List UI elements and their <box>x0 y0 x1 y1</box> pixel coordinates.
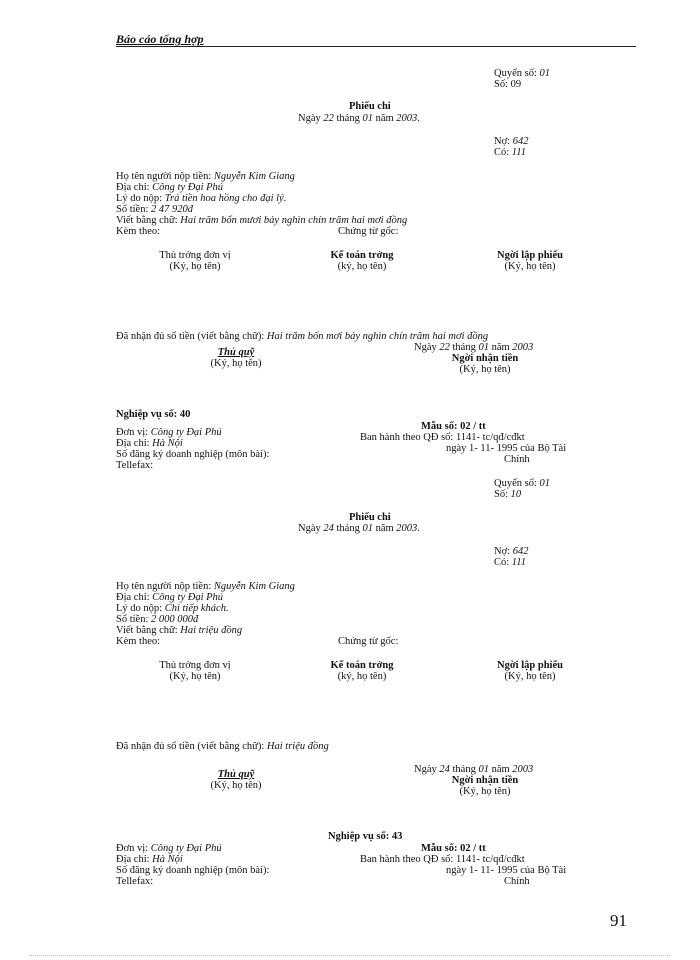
v2-date-line: Ngày 24 tháng 01 năm 2003. <box>298 523 420 534</box>
v1-book-number: Quyển số: 01 <box>494 68 550 79</box>
op40-address: Địa chỉ: Hà Nội <box>116 438 183 449</box>
op40-title: Nghiệp vụ số: 40 <box>116 409 191 420</box>
v1-sig-payee: Ngời nhận tiền (Ký, họ tên) <box>451 353 519 375</box>
v2-reason: Lý do nộp: Chi tiếp khách. <box>116 603 229 614</box>
page-number: 91 <box>610 911 627 930</box>
v1-sig-preparer: Ngời lập phiếu (Ký, họ tên) <box>497 250 563 272</box>
op43-registration: Số đăng ký doanh nghiệp (môn bài): <box>116 865 270 876</box>
v1-payer-name: Họ tên người nộp tiền: Nguyễn Kim Giang <box>116 171 295 182</box>
v1-sig-head: Thủ trởng đơn vị (Ký, họ tên) <box>159 250 231 272</box>
v2-receipt-date: Ngày 24 tháng 01 năm 2003 <box>414 764 534 775</box>
op43-decree-2: ngày 1- 11- 1995 của Bộ Tài <box>446 865 567 876</box>
v1-credit: Có: 111 <box>494 147 526 158</box>
v1-title: Phiếu chi <box>349 101 391 112</box>
op43-form-number: Mẫu số: 02 / tt <box>421 843 486 854</box>
v1-reason: Lý do nộp: Trả tiền hoa hồng cho đại lý. <box>116 193 287 204</box>
op40-decree-1: Ban hành theo QĐ số: 1141- tc/qđ/cđkt <box>360 432 525 443</box>
header-rule <box>116 46 636 47</box>
v2-sig-chief-accountant: Kế toán trởng (ký, họ tên) <box>330 660 394 682</box>
v2-sig-cashier: Thủ quỹ (Ký, họ tên) <box>210 769 262 791</box>
v2-attachment: Kèm theo: <box>116 636 161 647</box>
v1-sig-cashier: Thủ quỹ (Ký, họ tên) <box>210 347 262 369</box>
op40-unit: Đơn vị: Công ty Đại Phú <box>116 427 222 438</box>
v1-voucher-number: Số: 09 <box>494 79 522 90</box>
v2-received-line: Đã nhận đủ số tiền (viết bằng chữ): Hai triệu đồng <box>116 741 329 752</box>
op40-decree-3: Chính <box>504 454 530 465</box>
v2-source-document: Chứng từ gốc: <box>338 636 399 647</box>
v2-sig-head: Thủ trởng đơn vị (Ký, họ tên) <box>159 660 231 682</box>
op43-unit: Đơn vị: Công ty Đại Phú <box>116 843 222 854</box>
op40-fax: Tellefax: <box>116 460 154 471</box>
v1-debit: Nợ: 642 <box>494 136 529 147</box>
op43-title: Nghiệp vụ số: 43 <box>328 831 403 842</box>
v2-sig-payee: Ngời nhận tiền (Ký, họ tên) <box>451 775 519 797</box>
v2-book-number: Quyển số: 01 <box>494 478 550 489</box>
v1-amount: Số tiền: 2 47 920đ <box>116 204 194 215</box>
v2-voucher-number: Số: 10 <box>494 489 522 500</box>
v2-amount-words: Viết bằng chữ: Hai triệu đồng <box>116 625 243 636</box>
report-header-title: Báo cáo tổng hợp <box>116 32 204 46</box>
op40-decree-2: ngày 1- 11- 1995 của Bộ Tài <box>446 443 567 454</box>
v1-sig-chief-accountant: Kế toán trởng (ký, họ tên) <box>330 250 394 272</box>
footer-dotted-rule <box>30 955 670 956</box>
v2-title: Phiếu chi <box>349 512 391 523</box>
v1-amount-words: Viết bằng chữ: Hai trăm bốn mươi bảy nghìn chín trăm hai mơi đồng <box>116 215 408 226</box>
v1-receipt-date: Ngày 22 tháng 01 năm 2003 <box>414 342 534 353</box>
op40-form-number: Mẫu số: 02 / tt <box>421 421 486 432</box>
v2-amount: Số tiền: 2 000 000đ <box>116 614 199 625</box>
op40-registration: Số đăng ký doanh nghiệp (môn bài): <box>116 449 270 460</box>
v2-debit: Nợ: 642 <box>494 546 529 557</box>
v2-payer-name: Họ tên người nộp tiền: Nguyễn Kim Giang <box>116 581 295 592</box>
op43-decree-1: Ban hành theo QĐ số: 1141- tc/qđ/cđkt <box>360 854 525 865</box>
v1-date-line: Ngày 22 tháng 01 năm 2003. <box>298 113 420 124</box>
v1-attachment: Kèm theo: <box>116 226 161 237</box>
v1-address: Địa chỉ: Công ty Đại Phú <box>116 182 224 193</box>
v2-credit: Có: 111 <box>494 557 526 568</box>
v2-sig-preparer: Ngời lập phiếu (Ký, họ tên) <box>497 660 563 682</box>
op43-fax: Tellefax: <box>116 876 154 887</box>
op43-address: Địa chỉ: Hà Nội <box>116 854 183 865</box>
v1-received-line: Đã nhận đủ số tiền (viết bằng chữ): Hai trăm bốn mơi bảy nghìn chín trăm hai mơi đồng <box>116 331 489 342</box>
v2-address: Địa chỉ: Công ty Đại Phú <box>116 592 224 603</box>
v1-source-document: Chứng từ gốc: <box>338 226 399 237</box>
op43-decree-3: Chính <box>504 876 530 887</box>
